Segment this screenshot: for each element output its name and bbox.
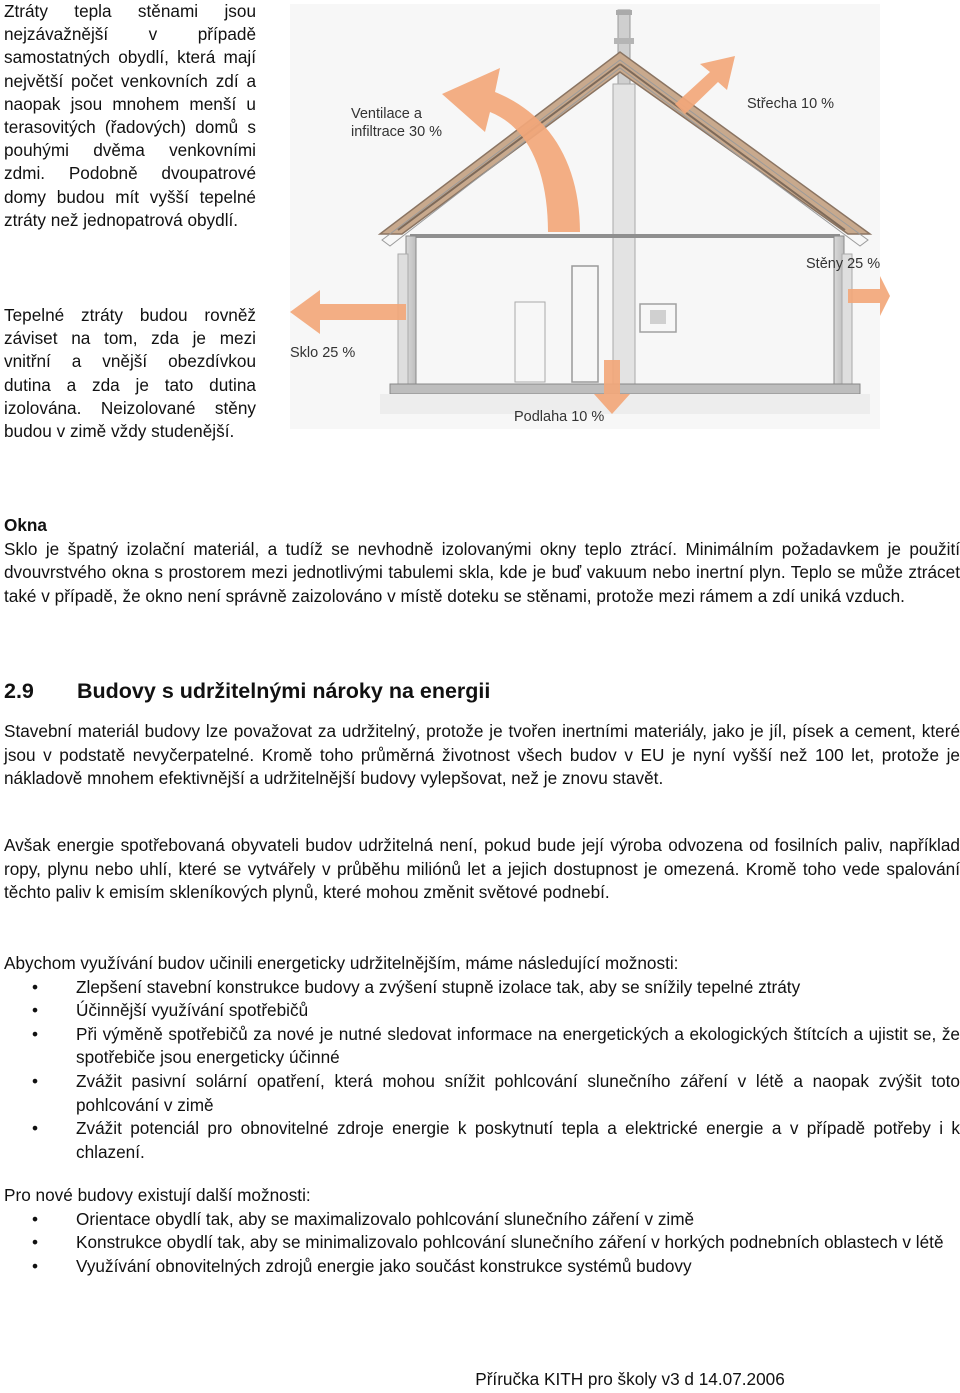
house-diagram-svg bbox=[280, 4, 890, 434]
list-item-text: Zvážit pasivní solární opatření, která mohou snížit pohlcování slunečního záření v létě a naopak zvýšit toto pohlcování v zimě bbox=[76, 1070, 960, 1115]
list-item bbox=[4, 976, 960, 1000]
list-item bbox=[4, 1070, 960, 1117]
list-item-text: Při výměně spotřebičů za nové je nutné sledovat informace na energetických a ekologických štítcích a ujistit se, že spotřebiče jsou energeticky účinné bbox=[76, 1023, 960, 1068]
list-item bbox=[4, 1117, 960, 1164]
bullet: • bbox=[32, 1070, 39, 1091]
list-item bbox=[4, 1231, 960, 1255]
label-roof: Střecha 10 % bbox=[747, 96, 835, 112]
list-item-text: Zlepšení stavební konstrukce budovy a zvýšení stupně izolace tak, aby se snížily tepelné ztráty bbox=[76, 976, 801, 997]
list-item-text: Orientace obydlí tak, aby se maximalizovalo pohlcování slunečního záření v zimě bbox=[76, 1208, 695, 1229]
list-item bbox=[4, 1208, 960, 1232]
bullet: • bbox=[32, 1118, 39, 1139]
options-list-existing bbox=[4, 952, 960, 1164]
paragraph-materials-text: Stavební materiál budovy lze považovat za udržitelný, protože je tvořen inertními materiály, jako je jíl, písek a cement, které jsou v podstatě nevyčerpatelné. Kromě toho průměrná životnost všech budov v EU je nyní vyšší než 100 let, protože je nákladově mnohem efektivnější a udržitelnější budovy vylepšovat, než je znovu stavět. bbox=[4, 721, 960, 789]
new-options-intro: Pro nové budovy existují další možnosti: bbox=[4, 1185, 311, 1205]
label-ventilation-2: infiltrace 30 % bbox=[351, 124, 443, 140]
side-paragraph-walls-text: Ztráty tepla stěnami jsou nejzávažnější v případě samostatných obydlí, která mají největší počet venkovních zdí a naopak jsou mnohem menší u terasovitých (řadových) domů s pouhými dvěma venkovními zdmi. Podobně dvoupatrové domy budou mít vyšší tepelné ztráty než jednopatrová obydlí. bbox=[4, 1, 256, 230]
bullet: • bbox=[32, 1208, 39, 1229]
label-walls: Stěny 25 % bbox=[806, 256, 881, 272]
paragraph-energy bbox=[4, 834, 960, 905]
diagram-background bbox=[290, 4, 880, 429]
section-heading bbox=[4, 676, 960, 706]
windows-section bbox=[4, 514, 960, 608]
section-title: Budovy s udržitelnými nároky na energii bbox=[77, 679, 491, 703]
section-2-9 bbox=[4, 676, 960, 706]
bullet: • bbox=[32, 1000, 39, 1021]
options-list-new bbox=[4, 1184, 960, 1278]
bullet: • bbox=[32, 1023, 39, 1044]
options-intro: Abychom využívání budov učinili energeticky udržitelnějším, máme následující možnosti: bbox=[4, 953, 679, 973]
label-ventilation-1: Ventilace a bbox=[351, 106, 422, 122]
page-footer: Příručka KITH pro školy v3 d 14.07.2006 bbox=[475, 1369, 785, 1389]
bullet: • bbox=[32, 976, 39, 997]
windows-text: Sklo je špatný izolační materiál, a tudíž se nevhodně izolovanými okny teplo ztrácí. Minimálním požadavkem je použití dvouvrstvého okna s prostorem mezi jednotlivými tabulemi skla, kde je buď vakuum nebo inertní plyn. Teplo se může ztrácet také v případě, že okno není správně zaizolováno v místě doteku se stěnami, protože mezi rámem a zdí uniká vzduch. bbox=[4, 538, 960, 606]
options-bullets bbox=[4, 976, 960, 1165]
list-item-text: Zvážit potenciál pro obnovitelné zdroje energie k poskytnutí tepla a elektrické energie a v případě potřeby i k chlazení. bbox=[76, 1118, 960, 1162]
bullet: • bbox=[32, 1232, 39, 1253]
side-paragraph-cavity-text: Tepelné ztráty budou rovněž záviset na tom, zda je mezi vnitřní a vnější obezdívkou dutina a zda je tato dutina izolována. Neizolované stěny budou v zimě vždy studenější. bbox=[4, 305, 256, 442]
heat-loss-house-diagram bbox=[280, 4, 890, 434]
windows-heading: Okna bbox=[4, 515, 47, 535]
paragraph-materials bbox=[4, 720, 960, 791]
list-item bbox=[4, 1255, 960, 1279]
list-item bbox=[4, 1023, 960, 1070]
section-number: 2.9 bbox=[4, 679, 34, 703]
list-item-text: Využívání obnovitelných zdrojů energie jako součást konstrukce systémů budovy bbox=[76, 1255, 692, 1276]
list-item-text: Konstrukce obydlí tak, aby se minimalizovalo pohlcování slunečního záření v horkých podnebních oblastech v létě bbox=[76, 1232, 944, 1253]
list-item bbox=[4, 999, 960, 1023]
side-paragraph-walls bbox=[4, 0, 256, 232]
label-floor: Podlaha 10 % bbox=[514, 409, 605, 425]
new-options-bullets bbox=[4, 1208, 960, 1279]
label-glass: Sklo 25 % bbox=[290, 345, 356, 361]
floor-slab bbox=[390, 384, 860, 394]
paragraph-energy-text: Avšak energie spotřebovaná obyvateli budov udržitelná není, pokud bude její výroba odvozena od fosilních paliv, například ropy, plynu nebo uhlí, které se vytvářely v průběhu miliónů let a jejich dostupnost je omezená. Kromě toho vede spalování těchto paliv k emisím skleníkových plynů, které mohou změnit světové podnebí. bbox=[4, 835, 960, 903]
side-paragraph-cavity bbox=[4, 304, 256, 443]
bullet: • bbox=[32, 1255, 39, 1276]
list-item-text: Účinnější využívání spotřebičů bbox=[76, 1000, 309, 1021]
